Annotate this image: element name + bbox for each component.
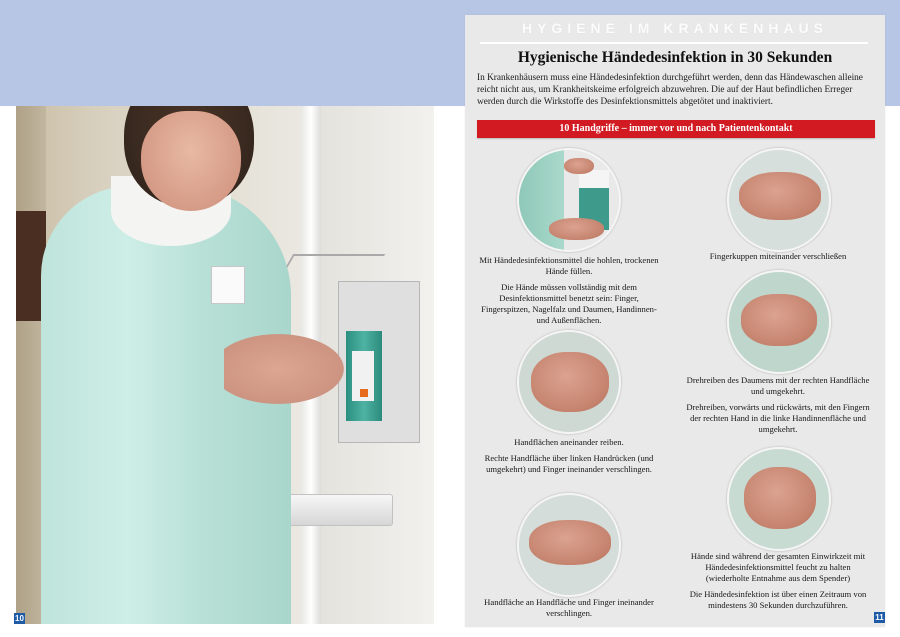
face (141, 111, 241, 211)
step-caption-group (475, 597, 663, 624)
name-badge (211, 266, 245, 304)
rubbing-hands (224, 334, 344, 404)
step-caption: Handflächen aneinander reiben. (514, 437, 624, 447)
step-caption-group (683, 251, 873, 267)
page-number-right: 11 (875, 613, 884, 622)
step-caption: Drehreiben, vorwärts und rückwärts, mit den Fingern der rechten Hand in die linke Handinnenfläche und umgekehrt. (686, 402, 870, 434)
step-image-fingers-interlaced (517, 493, 621, 597)
hazard-icon (360, 389, 368, 397)
kicker-divider (480, 42, 868, 44)
page-number-left: 10 (15, 614, 24, 623)
drip-tray (276, 494, 393, 526)
step-image-thumb-rotation (727, 270, 831, 374)
step-image-palms-rubbing (517, 330, 621, 434)
lab-coat (41, 186, 291, 624)
section-kicker: HYGIENE IM KRANKENHAUS (521, 20, 828, 36)
step-image-fingertips-locked (727, 148, 831, 252)
step-caption: Die Hände müssen vollständig mit dem Desinfektionsmittel benetzt sein: Finger, Fingerspitzen, Nagelfalz und Daumen, Handinnen- und Außenflächen. (481, 282, 657, 325)
hygiene-info-panel (465, 15, 885, 627)
step-caption: Hände sind während der gesamten Einwirkzeit mit Händedesinfektionsmittel feucht zu halten (wiederholte Entnahme aus dem Spender) (690, 551, 866, 583)
step-caption: Mit Händedesinfektionsmittel die hohlen, trockenen Hände füllen. (479, 255, 659, 276)
step-image-hands-wet (727, 447, 831, 551)
step-caption-group (683, 375, 873, 440)
step-caption-group (683, 551, 873, 616)
step-image-dispenser (517, 148, 621, 252)
step-caption: Rechte Handfläche über linken Handrücken (und umgekehrt) und Finger ineinander verschlingen. (484, 453, 654, 474)
nurse-disinfecting-photo (16, 106, 434, 624)
intro-paragraph: In Krankenhäusern muss eine Händedesinfektion durchgeführt werden, denn das Händewaschen alleine reicht nicht aus, um Krankheitskeime erfolgreich abzuwehren. Die auf der Haut befindlichen Erreger werden durch die Wirkstoffe des Desinfektionsmittels abgetötet und inaktiviert. (477, 73, 863, 107)
step-caption: Handfläche an Handfläche und Finger ineinander verschlingen. (484, 597, 654, 618)
step-caption: Drehreiben des Daumens mit der rechten Handfläche und umgekehrt. (686, 375, 870, 396)
page-title: Hygienische Händedesinfektion in 30 Sekunden (517, 49, 833, 66)
step-caption-group (475, 255, 663, 331)
steps-banner: 10 Handgriffe – immer vor und nach Patientenkontakt (477, 120, 875, 138)
step-caption: Fingerkuppen miteinander verschließen (709, 251, 847, 261)
step-caption-group (475, 437, 663, 480)
step-caption: Die Händedesinfektion ist über einen Zeitraum von mindestens 30 Sekunden durchzuführen. (689, 589, 867, 610)
